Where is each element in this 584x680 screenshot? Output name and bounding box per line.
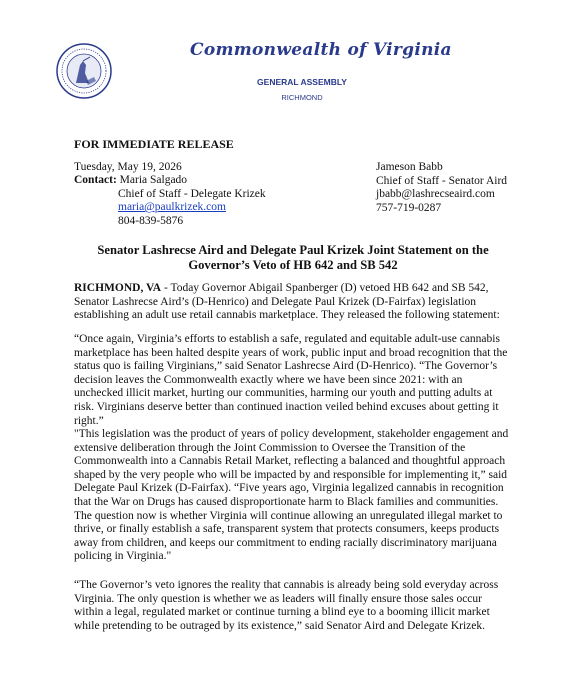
release-heading: FOR IMMEDIATE RELEASE xyxy=(74,137,234,151)
letterhead-title: Commonwealth of Virginia xyxy=(190,40,452,60)
contact-left xyxy=(74,174,266,228)
contact2-phone: 757-719-0287 xyxy=(376,201,442,214)
paragraph-1-text: - Today Governor Abigail Spanberger (D) vetoed HB 642 and SB 542, Senator Lashrecse Aird’s (D-Henrico) and Delegate Paul Krizek (D-Fairfax) legislation establishing an adult use retail cannabis marketplace. They released the following statement: xyxy=(74,282,500,322)
contact1-name: Maria Salgado xyxy=(119,174,188,186)
virginia-state-seal-icon xyxy=(56,43,112,99)
paragraph-3: "This legislation was the product of years of policy development, stakeholder engagement and extensive deliberation through the Joint Commission to Oversee the Transition of the Commonwealth into a Cannabis Retail Market, reflecting a balanced and thoughtful approach shaped by the very people who will be impacted by and responsible for implementing it,” said Delegate Paul Krizek (D-Fairfax). “Five years ago, Virginia legalized cannabis in recognition that the War on Drugs has caused disproportionate harm to Black families and communities. The question now is whether Virginia will continue allowing an unregulated illegal market to thrive, or finally establish a safe, transparent system that protects consumers, keeps products away from children, and keeps our commitment to ending racially discriminatory marijuana policing in Virginia." xyxy=(74,428,509,563)
contact-label: Contact: xyxy=(74,174,117,186)
headline-line1: Senator Lashrecse Aird and Delegate Paul Krizek Joint Statement on the xyxy=(97,243,489,257)
paragraph-2: “Once again, Virginia’s efforts to establish a safe, regulated and equitable adult-use cannabis marketplace has been halted despite years of work, public input and broad recognition that the status quo is failing Virginians,” said Senator Lashrecse Aird (D-Henrico). “The Governor’s decision leaves the Commonwealth exactly where we have been since 2021: with an unchecked illicit market, hurting our communities, harming our youth and putting adults at risk. Virginians deserve better than continued inaction veiled behind excuses about getting it right.” xyxy=(74,333,508,427)
paragraph-4: “The Governor’s veto ignores the reality that cannabis is already being sold everyday across Virginia. The only question is whether we as leaders will finally ensure those sales occur within a legal, regulated market or continue turning a blind eye to a booming illicit market while pretending to be outraged by its existence,” said Senator Aird and Delegate Krizek. xyxy=(74,579,499,632)
letterhead-location: RICHMOND xyxy=(281,93,323,102)
contact1-title: Chief of Staff - Delegate Krizek xyxy=(118,187,266,200)
dateline: RICHMOND, VA xyxy=(74,282,162,294)
contact2-email: jbabb@lashrecseaird.com xyxy=(376,188,495,201)
contact2-title: Chief of Staff - Senator Aird xyxy=(376,174,508,187)
contact1-phone: 804-839-5876 xyxy=(118,214,184,227)
headline xyxy=(74,243,512,273)
contact2-name: Jameson Babb xyxy=(376,161,443,173)
contact1-email-link[interactable]: maria@paulkrizek.com xyxy=(118,201,226,214)
paragraph-1 xyxy=(74,282,514,323)
release-date: Tuesday, May 19, 2026 xyxy=(74,161,182,173)
letterhead-subtitle: GENERAL ASSEMBLY xyxy=(257,77,347,87)
headline-line2: Governor’s Veto of HB 642 and SB 542 xyxy=(188,258,398,272)
contact-right xyxy=(376,161,507,215)
